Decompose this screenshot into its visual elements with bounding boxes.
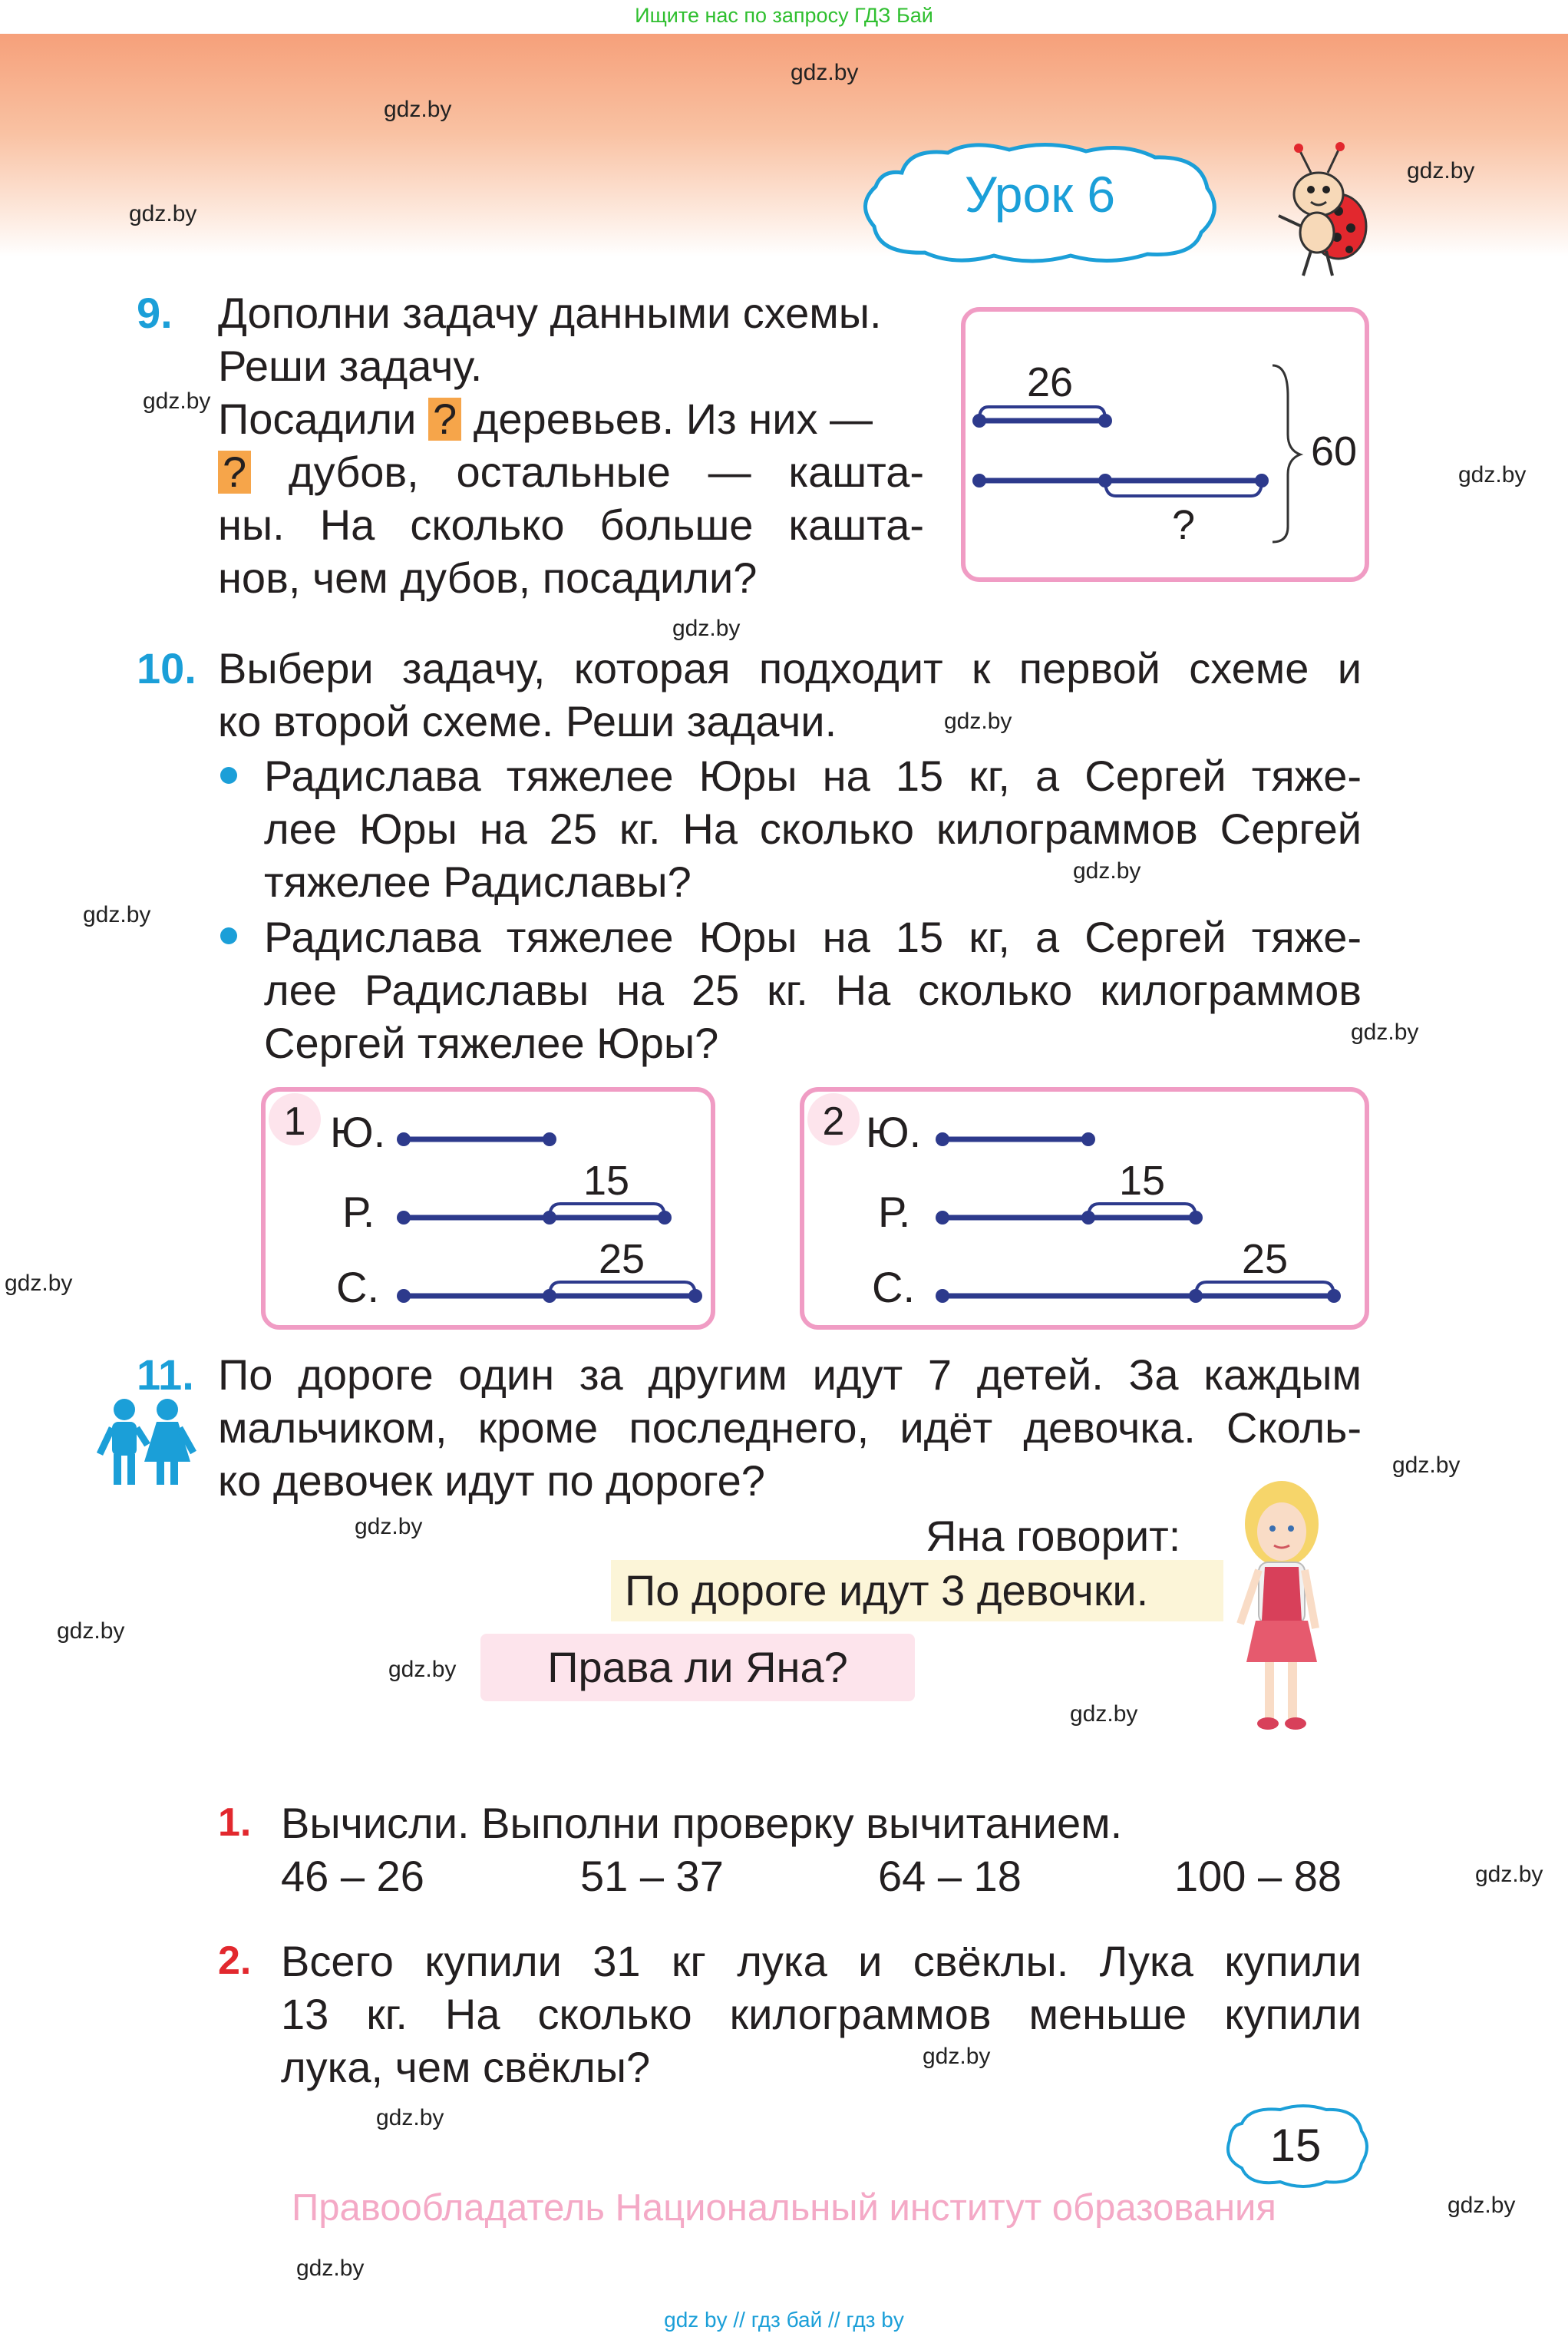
task-11-line-2: мальчиком, кроме последнего, идёт девочка. Сколь- xyxy=(218,1403,1362,1452)
review-task-2-line-2: 13 кг. На сколько килограммов меньше купили xyxy=(281,1990,1362,2038)
task-10-line-1: Выбери задачу, которая подходит к первой схеме и xyxy=(218,644,1362,692)
scheme-1-value-25: 25 xyxy=(598,1236,645,1282)
scheme-2-value-15: 15 xyxy=(1118,1158,1166,1204)
task-10-option-2-line-2: лее Радиславы на 25 кг. На сколько килограммов xyxy=(264,966,1362,1014)
task-9-number: 9. xyxy=(137,289,173,337)
bullet-icon xyxy=(220,927,237,944)
task-9-scheme-drawing xyxy=(966,312,1365,577)
expression-4: 100 – 88 xyxy=(1174,1852,1342,1900)
review-task-2-number: 2. xyxy=(218,1938,252,1983)
scheme-2-drawing xyxy=(804,1092,1365,1325)
task-9-line-5: ны. На сколько больше кашта- xyxy=(218,501,924,549)
question-mark-box: ? xyxy=(428,398,461,441)
task-9-line-3b: деревьев. Из них — xyxy=(473,395,873,443)
task-10-scheme-2 xyxy=(800,1087,1369,1330)
children-icon xyxy=(97,1397,196,1489)
task-10-option-1-line-2: лее Юры на 25 кг. На сколько килограммов Сергей xyxy=(264,805,1362,853)
watermark: gdz.by xyxy=(1351,1020,1419,1045)
task-10-option-2-line-1: Радислава тяжелее Юры на 15 кг, а Сергей тяже- xyxy=(264,913,1362,961)
task-10-number: 10. xyxy=(137,644,196,692)
scheme-top-value: 26 xyxy=(1026,359,1074,405)
bottom-site-links[interactable]: gdz by // гдз бай // гдз by xyxy=(664,2308,904,2332)
watermark: gdz.by xyxy=(355,1514,423,1539)
scheme-total: 60 xyxy=(1310,428,1358,474)
task-10-scheme-1 xyxy=(261,1087,715,1330)
task-9-line-2: Реши задачу. xyxy=(218,342,483,390)
watermark: gdz.by xyxy=(129,201,197,226)
scheme-1-row-s: С. xyxy=(336,1263,379,1311)
watermark: gdz.by xyxy=(1458,462,1527,488)
question-box: Права ли Яна? xyxy=(480,1634,915,1701)
ladybug-icon xyxy=(1274,142,1374,280)
expression-3: 64 – 18 xyxy=(878,1852,1022,1900)
task-9-line-1: Дополни задачу данными схемы. xyxy=(218,289,882,337)
scheme-1-number: 1 xyxy=(283,1099,306,1144)
task-11-number: 11. xyxy=(137,1350,194,1399)
expression-2: 51 – 37 xyxy=(580,1852,724,1900)
task-10-option-1-line-3: тяжелее Радиславы? xyxy=(264,858,692,906)
watermark: gdz.by xyxy=(791,60,859,85)
watermark: gdz.by xyxy=(672,616,741,641)
watermark: gdz.by xyxy=(1073,858,1141,884)
task-10-option-1-line-1: Радислава тяжелее Юры на 15 кг, а Сергей тяже- xyxy=(264,752,1362,800)
scheme-2-number: 2 xyxy=(822,1099,845,1144)
task-9-line-4b: дубов, остальные — кашта- xyxy=(288,448,924,496)
task-9-line-3a: Посадили xyxy=(218,395,417,443)
watermark: gdz.by xyxy=(1407,158,1475,183)
watermark: gdz.by xyxy=(83,902,151,927)
girl-illustration xyxy=(1225,1478,1332,1739)
copyright-footer: Правообладатель Национальный институт образования xyxy=(292,2187,1276,2229)
task-9-line-6: нов, чем дубов, посадили? xyxy=(218,554,758,602)
scheme-2-value-25: 25 xyxy=(1241,1236,1289,1282)
scheme-1-row-yu: Ю. xyxy=(330,1108,386,1156)
review-task-2-line-3: лука, чем свёклы? xyxy=(281,2043,651,2091)
watermark: gdz.by xyxy=(57,1618,125,1644)
review-task-1-number: 1. xyxy=(218,1800,252,1845)
task-9-line-4 xyxy=(218,445,924,498)
scheme-2-row-r: Р. xyxy=(878,1188,911,1236)
watermark: gdz.by xyxy=(143,388,211,414)
watermark: gdz.by xyxy=(5,1271,73,1296)
top-search-link[interactable]: Ищите нас по запросу ГДЗ Бай xyxy=(635,4,933,27)
watermark: gdz.by xyxy=(296,2256,365,2281)
lesson-title: Урок 6 xyxy=(964,166,1116,223)
watermark: gdz.by xyxy=(384,97,452,122)
scheme-1-value-15: 15 xyxy=(583,1158,630,1204)
watermark: gdz.by xyxy=(923,2044,991,2069)
scheme-2-row-yu: Ю. xyxy=(866,1108,922,1156)
review-task-1-text: Вычисли. Выполни проверку вычитанием. xyxy=(281,1799,1123,1847)
bullet-icon xyxy=(220,767,237,784)
yana-says-label: Яна говорит: xyxy=(926,1512,1181,1560)
scheme-unknown: ? xyxy=(1171,502,1196,548)
watermark: gdz.by xyxy=(944,709,1012,734)
watermark: gdz.by xyxy=(376,2105,444,2130)
task-11-line-1: По дороге один за другим идут 7 детей. За каждым xyxy=(218,1350,1362,1399)
scheme-2-row-s: С. xyxy=(872,1263,915,1311)
watermark: gdz.by xyxy=(388,1657,457,1682)
question-mark-box: ? xyxy=(218,451,251,494)
task-11-line-3: ко девочек идут по дороге? xyxy=(218,1456,765,1505)
page-number: 15 xyxy=(1269,2120,1322,2171)
review-task-2-line-1: Всего купили 31 кг лука и свёклы. Лука купили xyxy=(281,1937,1362,1985)
watermark: gdz.by xyxy=(1448,2193,1516,2218)
watermark: gdz.by xyxy=(1475,1862,1543,1887)
task-9-line-3 xyxy=(218,392,873,445)
task-10-option-2-line-3: Сергей тяжелее Юры? xyxy=(264,1019,719,1067)
scheme-1-drawing xyxy=(266,1092,711,1325)
watermark: gdz.by xyxy=(1070,1701,1138,1727)
expression-1: 46 – 26 xyxy=(281,1852,424,1900)
watermark: gdz.by xyxy=(1392,1453,1461,1478)
task-9-scheme xyxy=(961,307,1369,582)
yana-quote: По дороге идут 3 девочки. xyxy=(611,1560,1223,1621)
task-10-line-2: ко второй схеме. Реши задачи. xyxy=(218,697,837,745)
scheme-1-row-r: Р. xyxy=(342,1188,375,1236)
